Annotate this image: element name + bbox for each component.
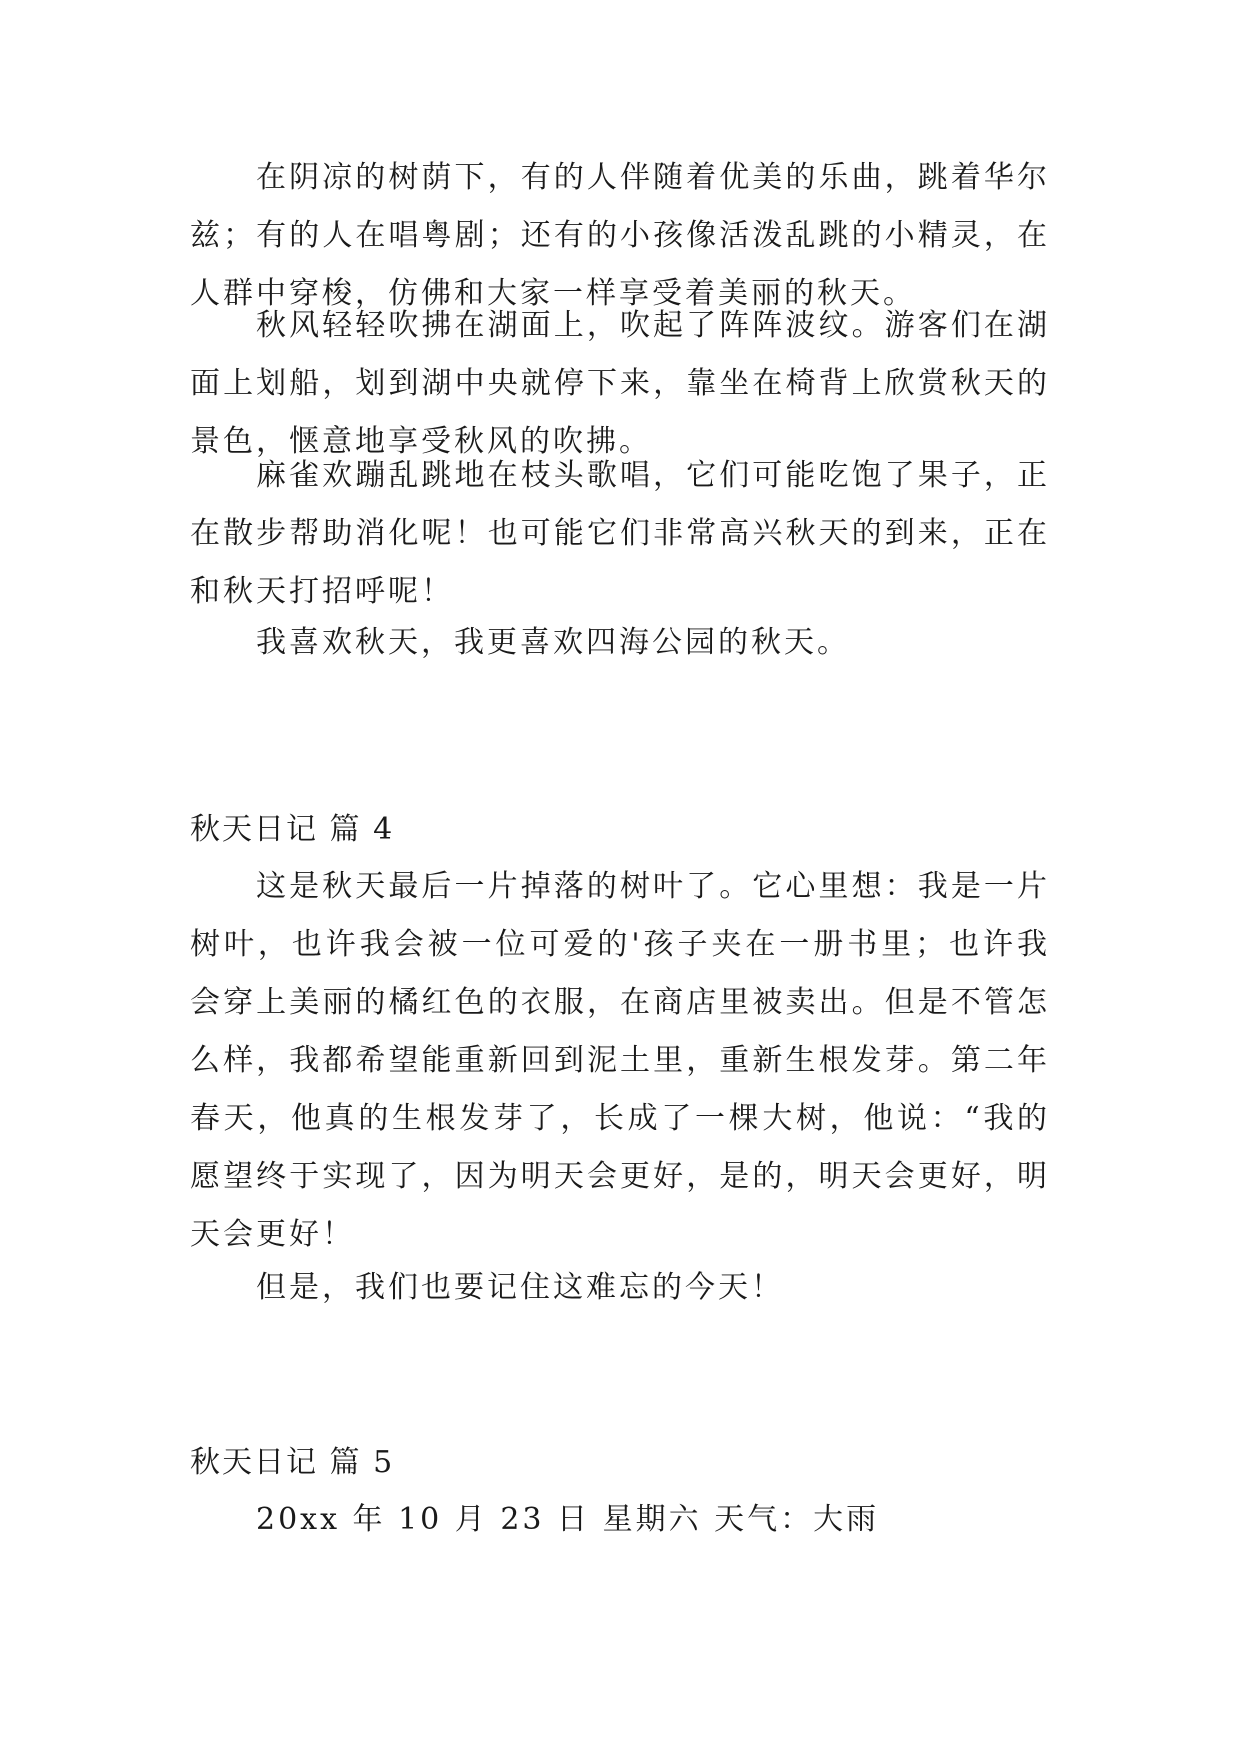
paragraph bbox=[190, 858, 1050, 1264]
paragraph-text: 我喜欢秋天，我更喜欢四海公园的秋天。 bbox=[256, 625, 850, 660]
section-heading bbox=[190, 1434, 1050, 1492]
paragraph bbox=[190, 447, 1050, 621]
date-weather-line bbox=[190, 1491, 1050, 1549]
paragraph-text: 在阴凉的树荫下，有的人伴随着优美的乐曲，跳着华尔兹；有的人在唱粤剧；还有的小孩像活泼乱跳的小精灵，在人群中穿梭，仿佛和大家一样享受着美丽的秋天。 bbox=[190, 160, 1050, 311]
date-line-text: 20xx 年 10 月 23 日 星期六 天气：大雨 bbox=[256, 1502, 880, 1537]
paragraph-text: 麻雀欢蹦乱跳地在枝头歌唱，它们可能吃饱了果子，正在散步帮助消化呢！也可能它们非常高兴秋天的到来，正在和秋天打招呼呢！ bbox=[190, 458, 1050, 609]
paragraph bbox=[190, 1259, 1050, 1317]
paragraph bbox=[190, 297, 1050, 471]
section-5-heading: 秋天日记 篇 5 bbox=[190, 1445, 395, 1480]
paragraph-text: 但是，我们也要记住这难忘的今天！ bbox=[256, 1270, 784, 1305]
paragraph bbox=[190, 614, 1050, 672]
section-heading bbox=[190, 801, 1050, 859]
paragraph-text: 秋风轻轻吹拂在湖面上，吹起了阵阵波纹。游客们在湖面上划船，划到湖中央就停下来，靠坐在椅背上欣赏秋天的景色，惬意地享受秋风的吹拂。 bbox=[190, 308, 1050, 459]
section-4-heading: 秋天日记 篇 4 bbox=[190, 812, 395, 847]
paragraph-text: 这是秋天最后一片掉落的树叶了。它心里想：我是一片树叶，也许我会被一位可爱的'孩子夹在一册书里；也许我会穿上美丽的橘红色的衣服，在商店里被卖出。但是不管怎么样，我都希望能重新回到泥土里，重新生根发芽。第二年春天，他真的生根发芽了，长成了一棵大树，他说：“我的愿望终于实现了，因为明天会更好，是的，明天会更好，明天会更好！ bbox=[190, 869, 1050, 1252]
